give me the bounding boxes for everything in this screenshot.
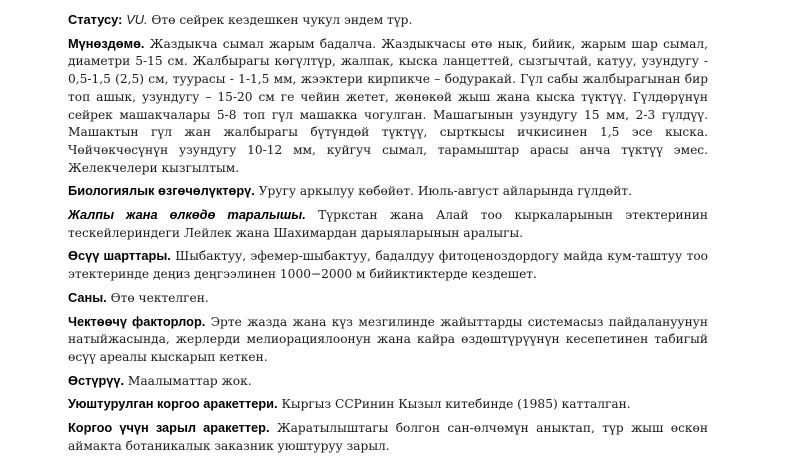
status-paragraph (68, 11, 708, 30)
protection-taken-paragraph (68, 395, 708, 414)
conditions-text: Шыбактуу, эфемер-шыбактуу, бадалдуу фитоценоздордогу майда кум-таштуу тоо этектеринде деңиз деңгээлинен 1000−2000 м бийиктиктерде кездешет. (68, 249, 708, 282)
factors-label: Чектөөчү факторлор. (68, 313, 206, 329)
biology-paragraph (68, 182, 708, 201)
conditions-label: Өсүү шарттары. (68, 248, 171, 264)
biology-text: Уругу аркылуу көбөйөт. Июль-август айларында гүлдөйт. (254, 184, 632, 199)
distribution-paragraph (68, 206, 708, 242)
protection-needed-text: Жаратылыштагы болгон сан-өлчөмүн аныктап, түр жыш өскөн аймакта ботаникалык заказник уюштуруу зарыл. (68, 421, 708, 453)
cultivation-text: Маалыматтар жок. (124, 373, 252, 388)
species-document (68, 11, 708, 460)
cultivation-paragraph (68, 372, 708, 391)
status-text: Өтө сейрек кездешкен чукул эндем түр. (147, 13, 413, 27)
cultivation-label: Өстүрүү. (68, 372, 125, 388)
protection-needed-label: Коргоо үчүн зарыл аракеттер. (68, 420, 270, 436)
description-label: Мүнөздөмө. (68, 35, 145, 51)
description-paragraph (68, 35, 708, 178)
count-label: Саны. (68, 289, 107, 305)
status-label: Статусу: (68, 12, 123, 27)
description-text: Жаздыкча сымал жарым бадалча. Жаздыкчасы өтө нык, бийик, жарым шар сымал, диаметри 5-15 см. Жалбырагы көгүлтүр, жалпак, кыска ланцеттей, сызгычтай, катуу, узундугу - 0,5-1,5 (2,5) см, туурасы - 1-1,5 мм, жээктери кирпикче – бодуракай. Гүл сабы жалбырагынан бир топ ашык, узундугу – 15-20 см ге чейин жетет, жөнөкөй жыш жана кыска түктүү. Гүлдөрүнүн сейрек машакчалары 5-8 топ гүл машакка чогулган. Машагынын узундугу 15 мм, 2-3 гүлдүү. Машактын гүл жан жалбырагы бүтүндөй түктүү, сырткысы ичкисинен 1,5 эсе кыска. Чөйчөкчөсүнүн узундугу 10-12 мм, куйгуч сымал, тарамыштар арасы анча түктүү эмес. Желекчелери кызгылтым. (68, 36, 708, 175)
conditions-paragraph (68, 247, 708, 283)
distribution-label: Жалпы жана өлкөдө таралышы. (68, 207, 306, 223)
protection-taken-text: Кыргыз ССРинин Кызыл китебинде (1985) катталган. (277, 397, 631, 412)
status-code: VU. (126, 12, 148, 27)
count-text: Өтө чектелген. (106, 290, 209, 305)
distribution-text: Түркстан жана Алай тоо кыркаларынын этектеринин тескейлериндеги Лейлек жана Шахимардан дарыяларынын аралыгы. (68, 208, 708, 240)
factors-paragraph (68, 313, 708, 367)
protection-needed-paragraph (68, 419, 708, 455)
protection-taken-label: Уюштурулган коргоо аракеттери. (68, 396, 278, 412)
biology-label: Биологиялык өзгөчөлүктөрү. (68, 183, 255, 199)
factors-text: Эрте жазда жана күз мезгилинде жайыттарды системасыз пайдалануунун натыйжасында, жерлерди мелиорациялоонун жана кайра өздөштүрүүнүн кесепетинен табигый өсүү ареалы кыскарып кеткен. (68, 314, 708, 364)
count-paragraph (68, 289, 708, 308)
